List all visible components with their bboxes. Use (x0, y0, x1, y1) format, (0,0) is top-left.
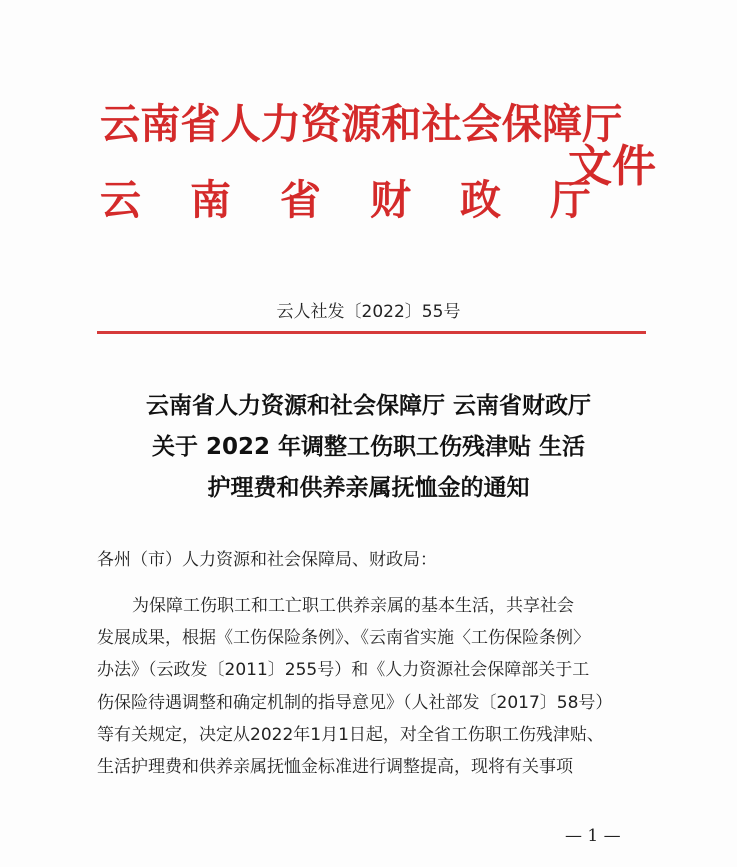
body-paragraph (97, 590, 657, 783)
addressee-line: 各州（市）人力资源和社会保障局、财政局： (97, 550, 437, 570)
document-number: 云人社发〔2022〕55号 (276, 302, 461, 322)
notice-title-line-2: 关于 2022 年调整工伤职工伤残津贴 生活 (151, 434, 586, 460)
body-line-5: 等有关规定，决定从2022年1月1日起，对全省工伤职工伤残津贴、 (97, 724, 604, 745)
body-line-4: 伤保险待遇调整和确定机制的指导意见》（人社部发〔2017〕58号） (97, 692, 613, 713)
document-type-label: 文件 (568, 141, 656, 192)
notice-title-line-3: 护理费和供养亲属抚恤金的通知 (207, 475, 530, 501)
notice-title (0, 386, 737, 509)
body-line-3: 办法》（云政发〔2011〕255号）和《人力资源社会保障部关于工 (97, 660, 590, 681)
body-line-2: 发展成果，根据《工伤保险条例》、《云南省实施〈工伤保险条例〉 (97, 628, 590, 649)
page-number: — 1 — (565, 826, 621, 846)
body-line-6: 生活护理费和供养亲属抚恤金标准进行调整提高，现将有关事项 (97, 757, 573, 778)
issuer-name-line-2: 云南省财政厅 (100, 176, 640, 224)
red-divider-line (97, 331, 646, 334)
notice-title-line-1: 云南省人力资源和社会保障厅 云南省财政厅 (145, 393, 591, 419)
body-line-1: 为保障工伤职工和工亡职工供养亲属的基本生活，共享社会 (132, 596, 574, 616)
issuer-name-line-1: 云南省人力资源和社会保障厅 (100, 100, 623, 148)
